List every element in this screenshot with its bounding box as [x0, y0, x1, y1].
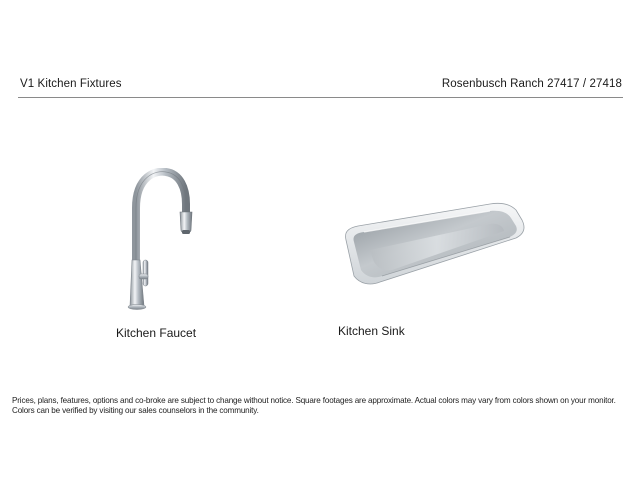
disclaimer-text: Prices, plans, features, options and co-broke are subject to change without notice. Square footages are approximate. Actual colors may vary from colors shown on your monitor. Colors can be verified by visiting our sales counselors in the community.	[12, 396, 616, 415]
faucet-image	[122, 168, 194, 310]
sink-caption: Kitchen Sink	[338, 324, 405, 338]
page-title: V1 Kitchen Fixtures	[20, 78, 122, 90]
community-title: Rosenbusch Ranch 27417 / 27418	[441, 78, 622, 90]
header-divider	[18, 97, 623, 98]
faucet-caption: Kitchen Faucet	[116, 326, 197, 340]
sink-image	[340, 198, 526, 292]
